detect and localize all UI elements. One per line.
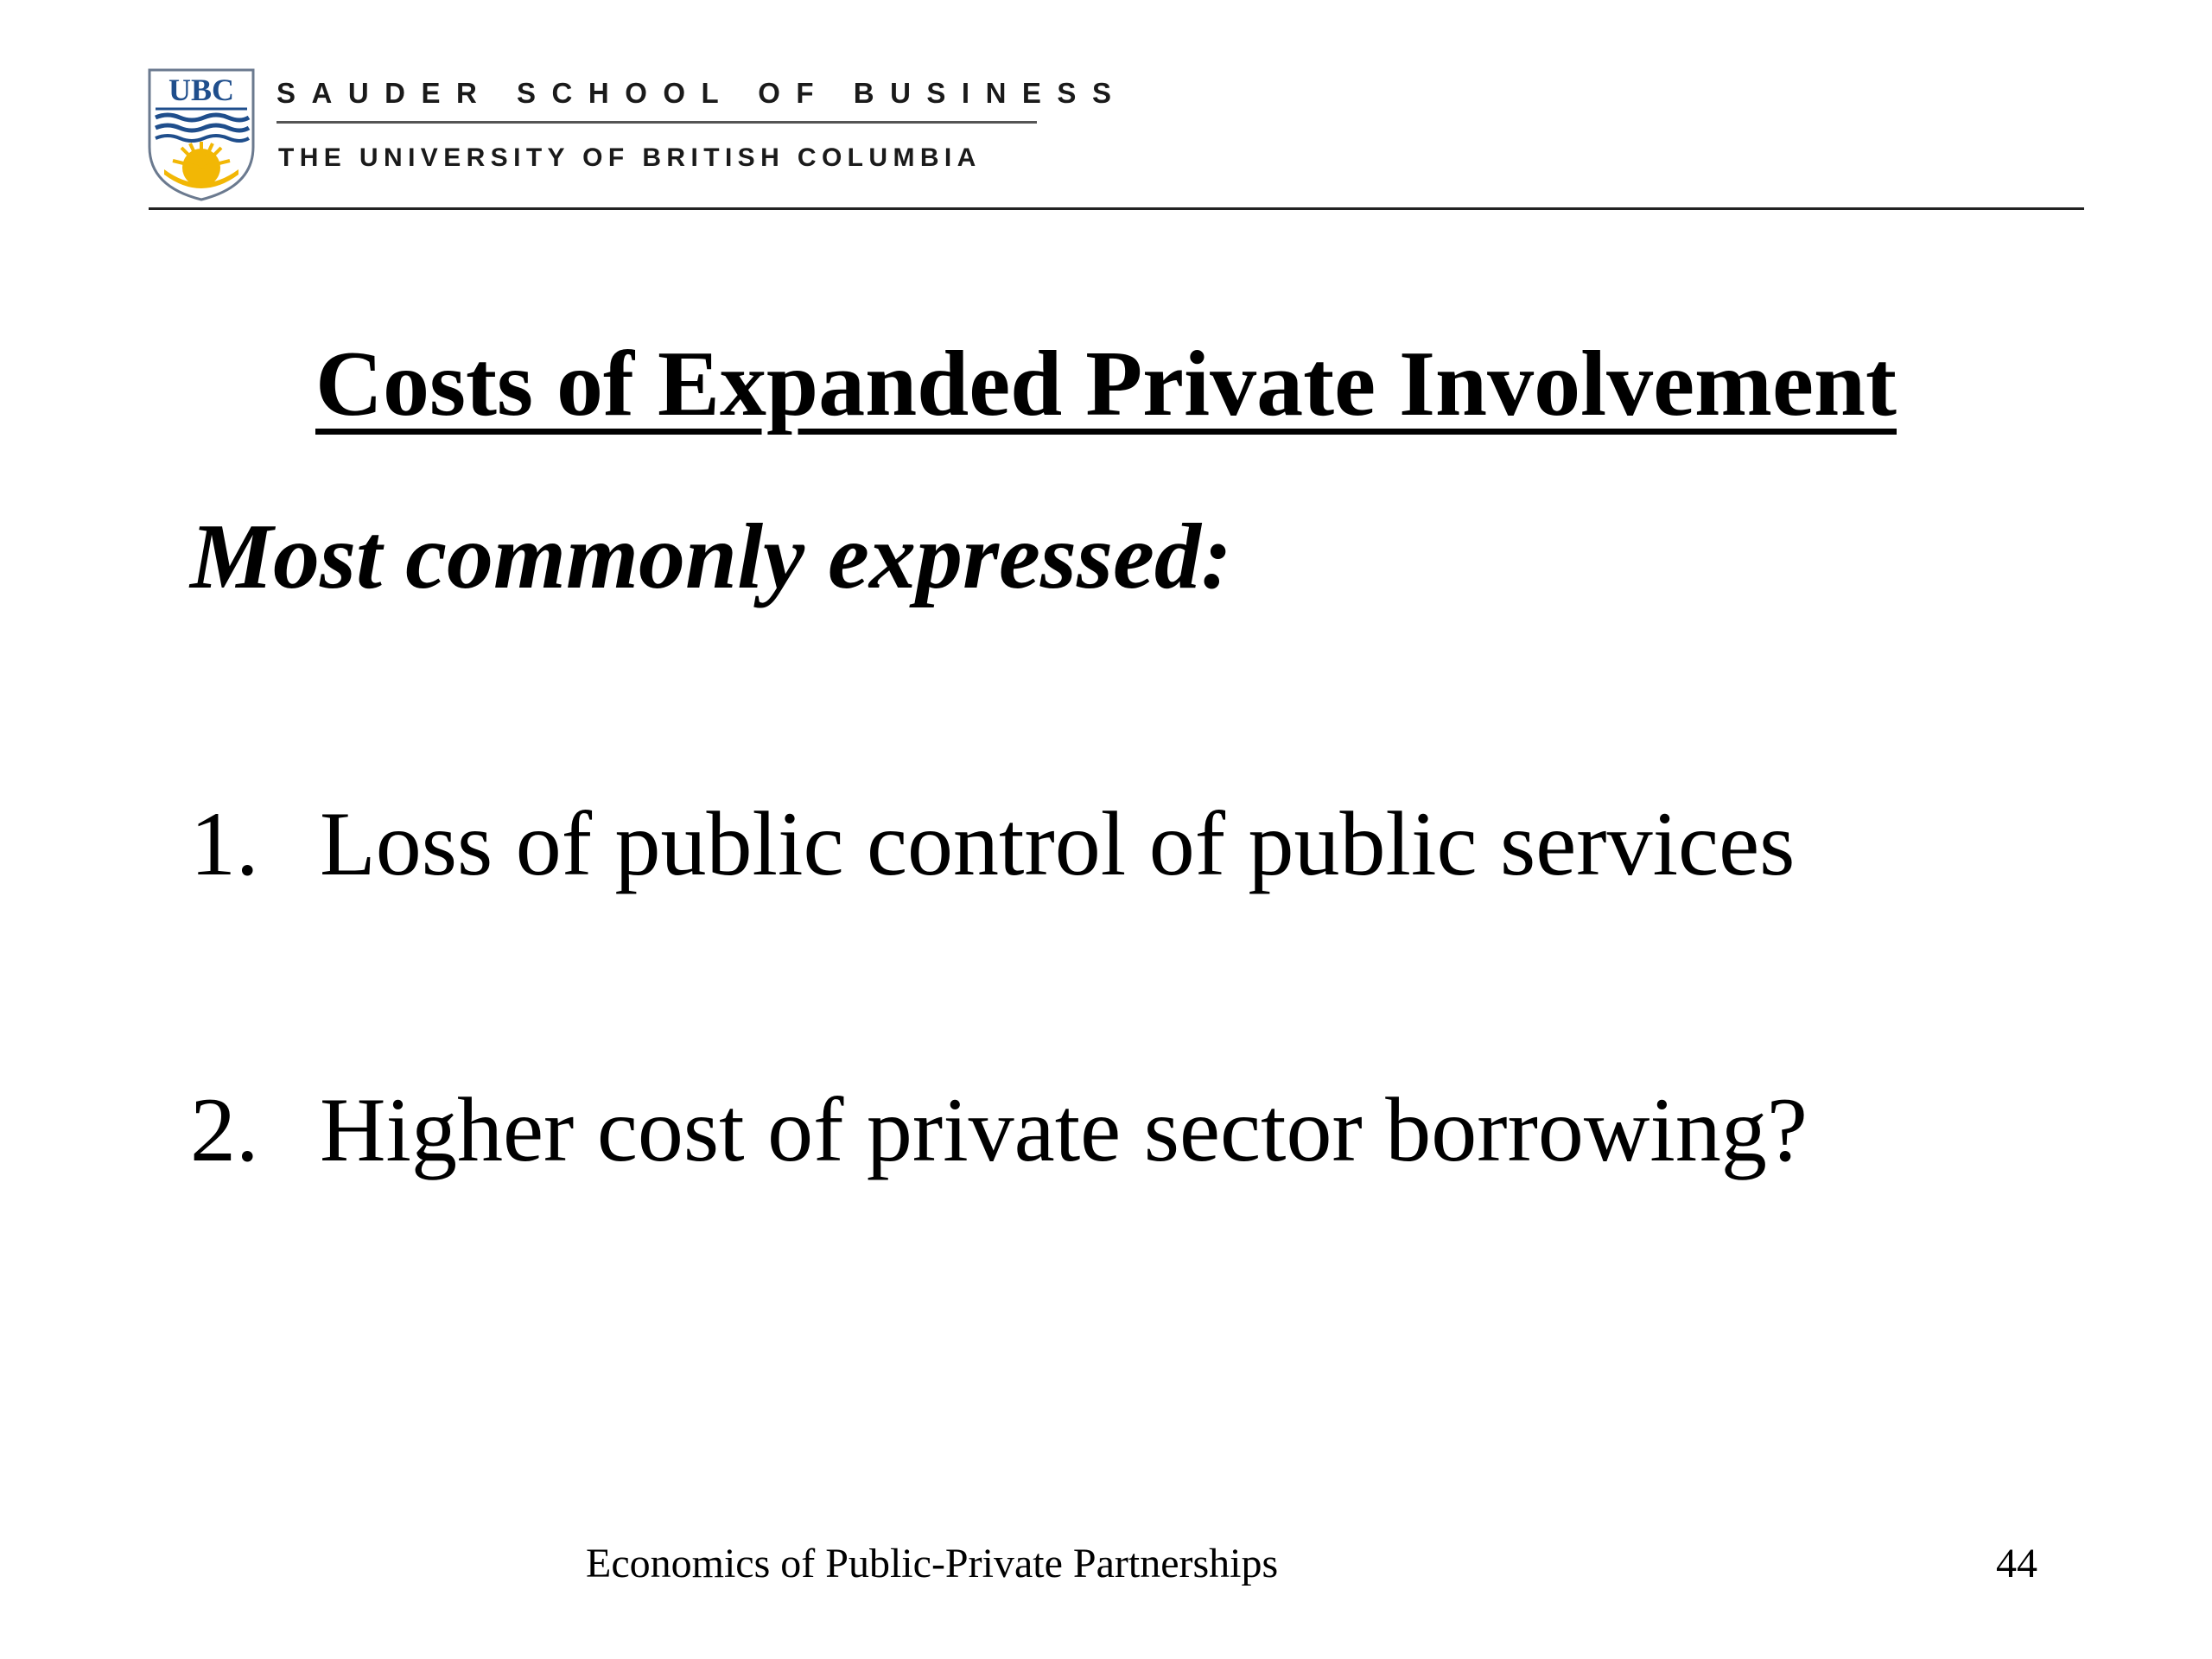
header-divider-short (276, 121, 1037, 124)
list-item (190, 1074, 1808, 1186)
ubc-crest-logo (147, 67, 256, 202)
page-number: 44 (1996, 1541, 2037, 1586)
list-item-number: 1. (190, 793, 259, 894)
list-item (190, 788, 1795, 900)
list-item-number: 2. (190, 1079, 259, 1180)
slide-title-text: Costs of Expanded Private Involvement (315, 333, 1897, 435)
footer-text: Economics of Public-Private Partnerships (586, 1541, 1279, 1586)
list-item-text: Loss of public control of public services (320, 793, 1796, 894)
svg-text:UBC: UBC (168, 73, 235, 107)
school-name: SAUDER SCHOOL OF BUSINESS (276, 77, 1128, 109)
subheading: Most commonly expressed: (190, 505, 1232, 608)
slide-title (0, 328, 2212, 441)
list-item-text: Higher cost of private sector borrowing? (320, 1079, 1808, 1180)
university-name: THE UNIVERSITY OF BRITISH COLUMBIA (278, 143, 982, 172)
header-divider (149, 207, 2084, 210)
